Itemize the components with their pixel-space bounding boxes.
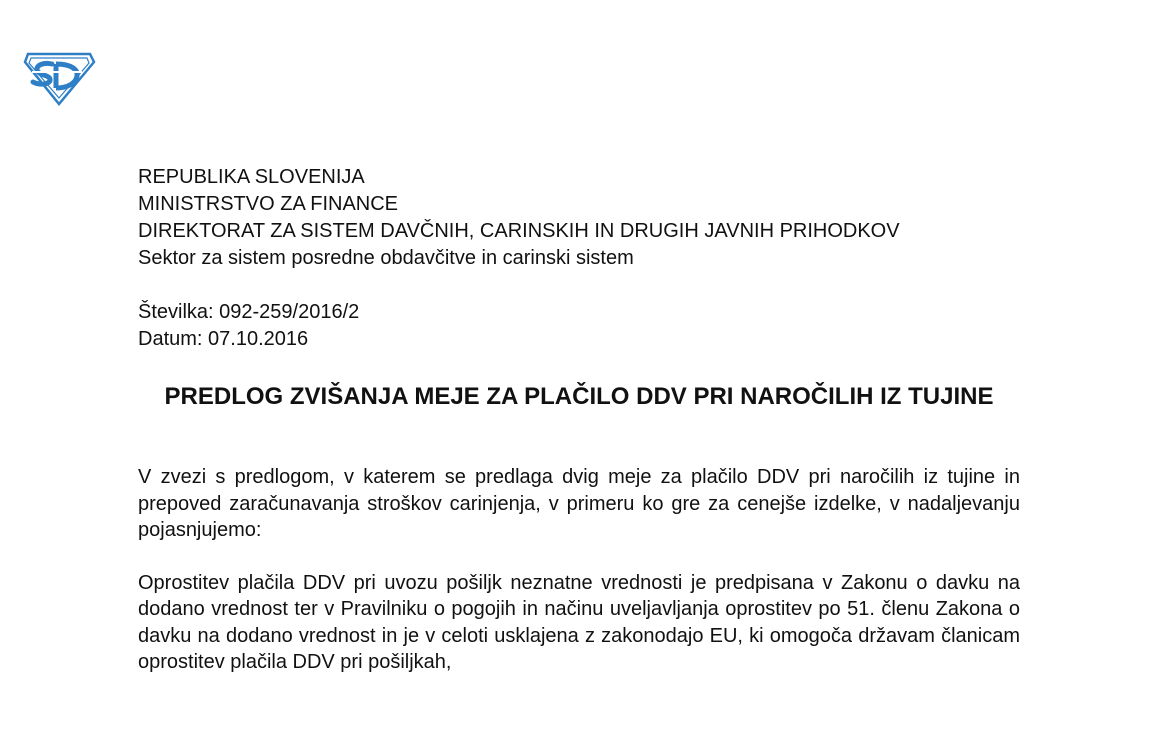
- document-number: Številka: 092-259/2016/2: [138, 301, 360, 323]
- body-paragraph-2: Oprostitev plačila DDV pri uvozu pošiljk neznatne vrednosti je predpisana v Zakonu o davku na dodano vrednost ter v Pravilniku o pogojih in načinu uveljavljanja oprostitev po 51. členu Zakona o davku na dodano vrednost in je v celoti usklajena z zakonodajo EU, ki omogoča državam članicam oprostitev plačila DDV pri pošiljkah,: [138, 571, 1020, 673]
- document-title: PREDLOG ZVIŠANJA MEJE ZA PLAČILO DDV PRI NAROČILIH IZ TUJINE: [164, 383, 994, 410]
- letterhead: [138, 164, 1020, 272]
- body-paragraph-1: V zvezi s predlogom, v katerem se predlaga dvig meje za plačilo DDV pri naročilih iz tujine in prepoved zaračunavanja stroškov carinjenja, v primeru ko gre za cenejše izdelke, v nadaljevanju pojasnjujemo:: [138, 466, 1020, 541]
- letterhead-ministry: MINISTRSTVO ZA FINANCE: [138, 193, 399, 215]
- document-meta: [138, 299, 1020, 353]
- sd-shield-logo-icon: [22, 48, 96, 106]
- document-date: Datum: 07.10.2016: [138, 328, 309, 350]
- letterhead-directorate: DIREKTORAT ZA SISTEM DAVČNIH, CARINSKIH IN DRUGIH JAVNIH PRIHODKOV: [138, 220, 900, 242]
- letter-page: [138, 164, 1020, 676]
- letterhead-sector: Sektor za sistem posredne obdavčitve in carinski sistem: [138, 247, 634, 269]
- letterhead-republic: REPUBLIKA SLOVENIJA: [138, 166, 365, 188]
